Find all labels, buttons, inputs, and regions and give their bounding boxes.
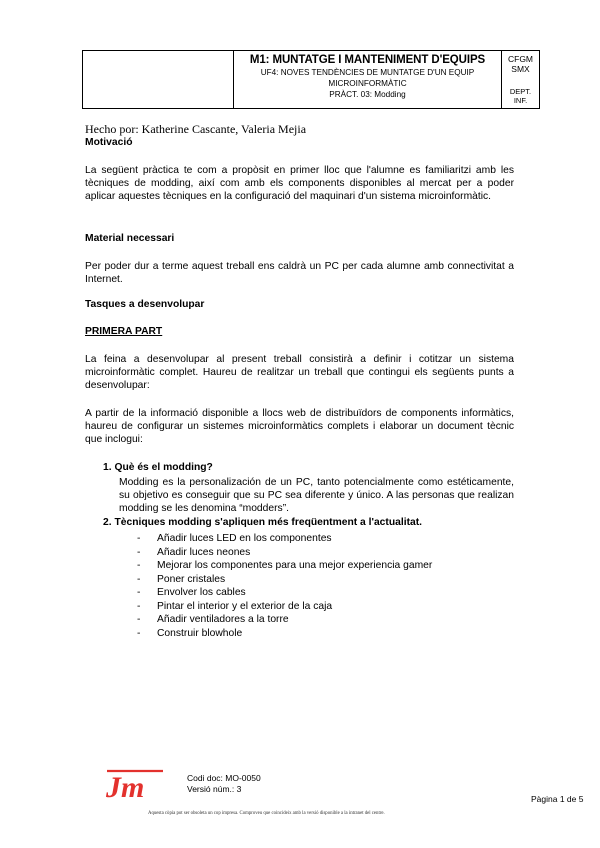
list-item: - Poner cristales <box>137 573 226 585</box>
header-meta-cell <box>502 51 539 108</box>
practice-title: PRÀCT. 03: Modding <box>329 90 406 99</box>
question-1-answer: Modding es la personalización de un PC, tanto potencialmente como estéticamente, su objetivo es conseguir que su PC sea diferente y único. A las personas que realizan modding se les denomina “modders”. <box>119 477 514 515</box>
dept-code: INF. <box>513 96 528 105</box>
obsolete-copy-notice: Aquesta còpia pot ser obsoleta un cop impresa. Comproveu que coincideix amb la versió disponible a la intranet del centre. <box>148 811 385 816</box>
page-number: Pàgina 1 de 5 <box>531 794 584 804</box>
module-title: M1: MUNTATGE I MANTENIMENT D'EQUIPS <box>249 54 486 66</box>
intro-paragraph-1: La feina a desenvolupar al present treball consistirà a definir i cotitzar un sistema microinformàtic complet. Haureu de realitzar un treball que contingui els següents punts a desenvolupar: <box>85 354 514 392</box>
material-paragraph: Per poder dur a terme aquest treball ens caldrà un PC per cada alumne amb connectivitat a Internet. <box>85 261 514 286</box>
motivacio-heading: Motivació <box>85 137 133 148</box>
cycle-code: SMX <box>511 64 530 74</box>
header-logo-cell <box>83 51 234 108</box>
logo-text: Jm <box>106 771 145 801</box>
header-title-cell <box>234 51 502 108</box>
list-item: - Añadir ventiladores a la torre <box>137 614 289 625</box>
doc-version: Versió núm.: 3 <box>187 784 242 794</box>
header-box <box>82 50 540 109</box>
list-item: - Mejorar los componentes para una mejor experiencia gamer <box>137 560 433 571</box>
doc-code: Codi doc: MO-0050 <box>187 773 261 783</box>
question-2-title: 2. Tècniques modding s'apliquen més freqüentment a l'actualitat. <box>103 517 423 528</box>
unit-title: UF4: NOVES TENDÈNCIES DE MUNTATGE D'UN EQUIP MICROINFORMÀTIC <box>260 68 475 88</box>
list-item: - Añadir luces LED en los componentes <box>137 533 332 544</box>
list-item: - Añadir luces neones <box>137 546 251 558</box>
school-logo <box>103 767 165 801</box>
techniques-list <box>137 532 432 640</box>
tasques-heading: Tasques a desenvolupar <box>85 299 205 310</box>
material-heading: Material necessari <box>85 233 175 244</box>
cycle-label: CFGM <box>507 54 534 64</box>
intro-paragraph-2: A partir de la informació disponible a llocs web de distribuïdors de components informàtics, haureu de configurar un sistemes microinformàtics complets i elaborar un document tècnic que inclogui: <box>85 408 514 446</box>
list-item: - Pintar el interior y el exterior de la caja <box>137 600 333 612</box>
list-item: - Envolver los cables <box>137 587 246 598</box>
motivacio-paragraph: La següent pràctica te com a propòsit en primer lloc que l'alumne es familiaritzi amb les tècniques de modding, així com amb els components disponibles al mercat per a poder aplicar aquestes tècniques en la configuració del maquinari d'un sistema microinformàtic. <box>85 165 514 203</box>
doc-info <box>187 773 261 795</box>
dept-label: DEPT. <box>509 87 532 96</box>
list-item: - Construir blowhole <box>137 627 243 639</box>
author-line: Hecho por: Katherine Cascante, Valeria Mejia <box>85 122 307 136</box>
primera-part-heading: PRIMERA PART <box>85 326 163 337</box>
question-1-title: 1. Què és el modding? <box>103 462 213 473</box>
